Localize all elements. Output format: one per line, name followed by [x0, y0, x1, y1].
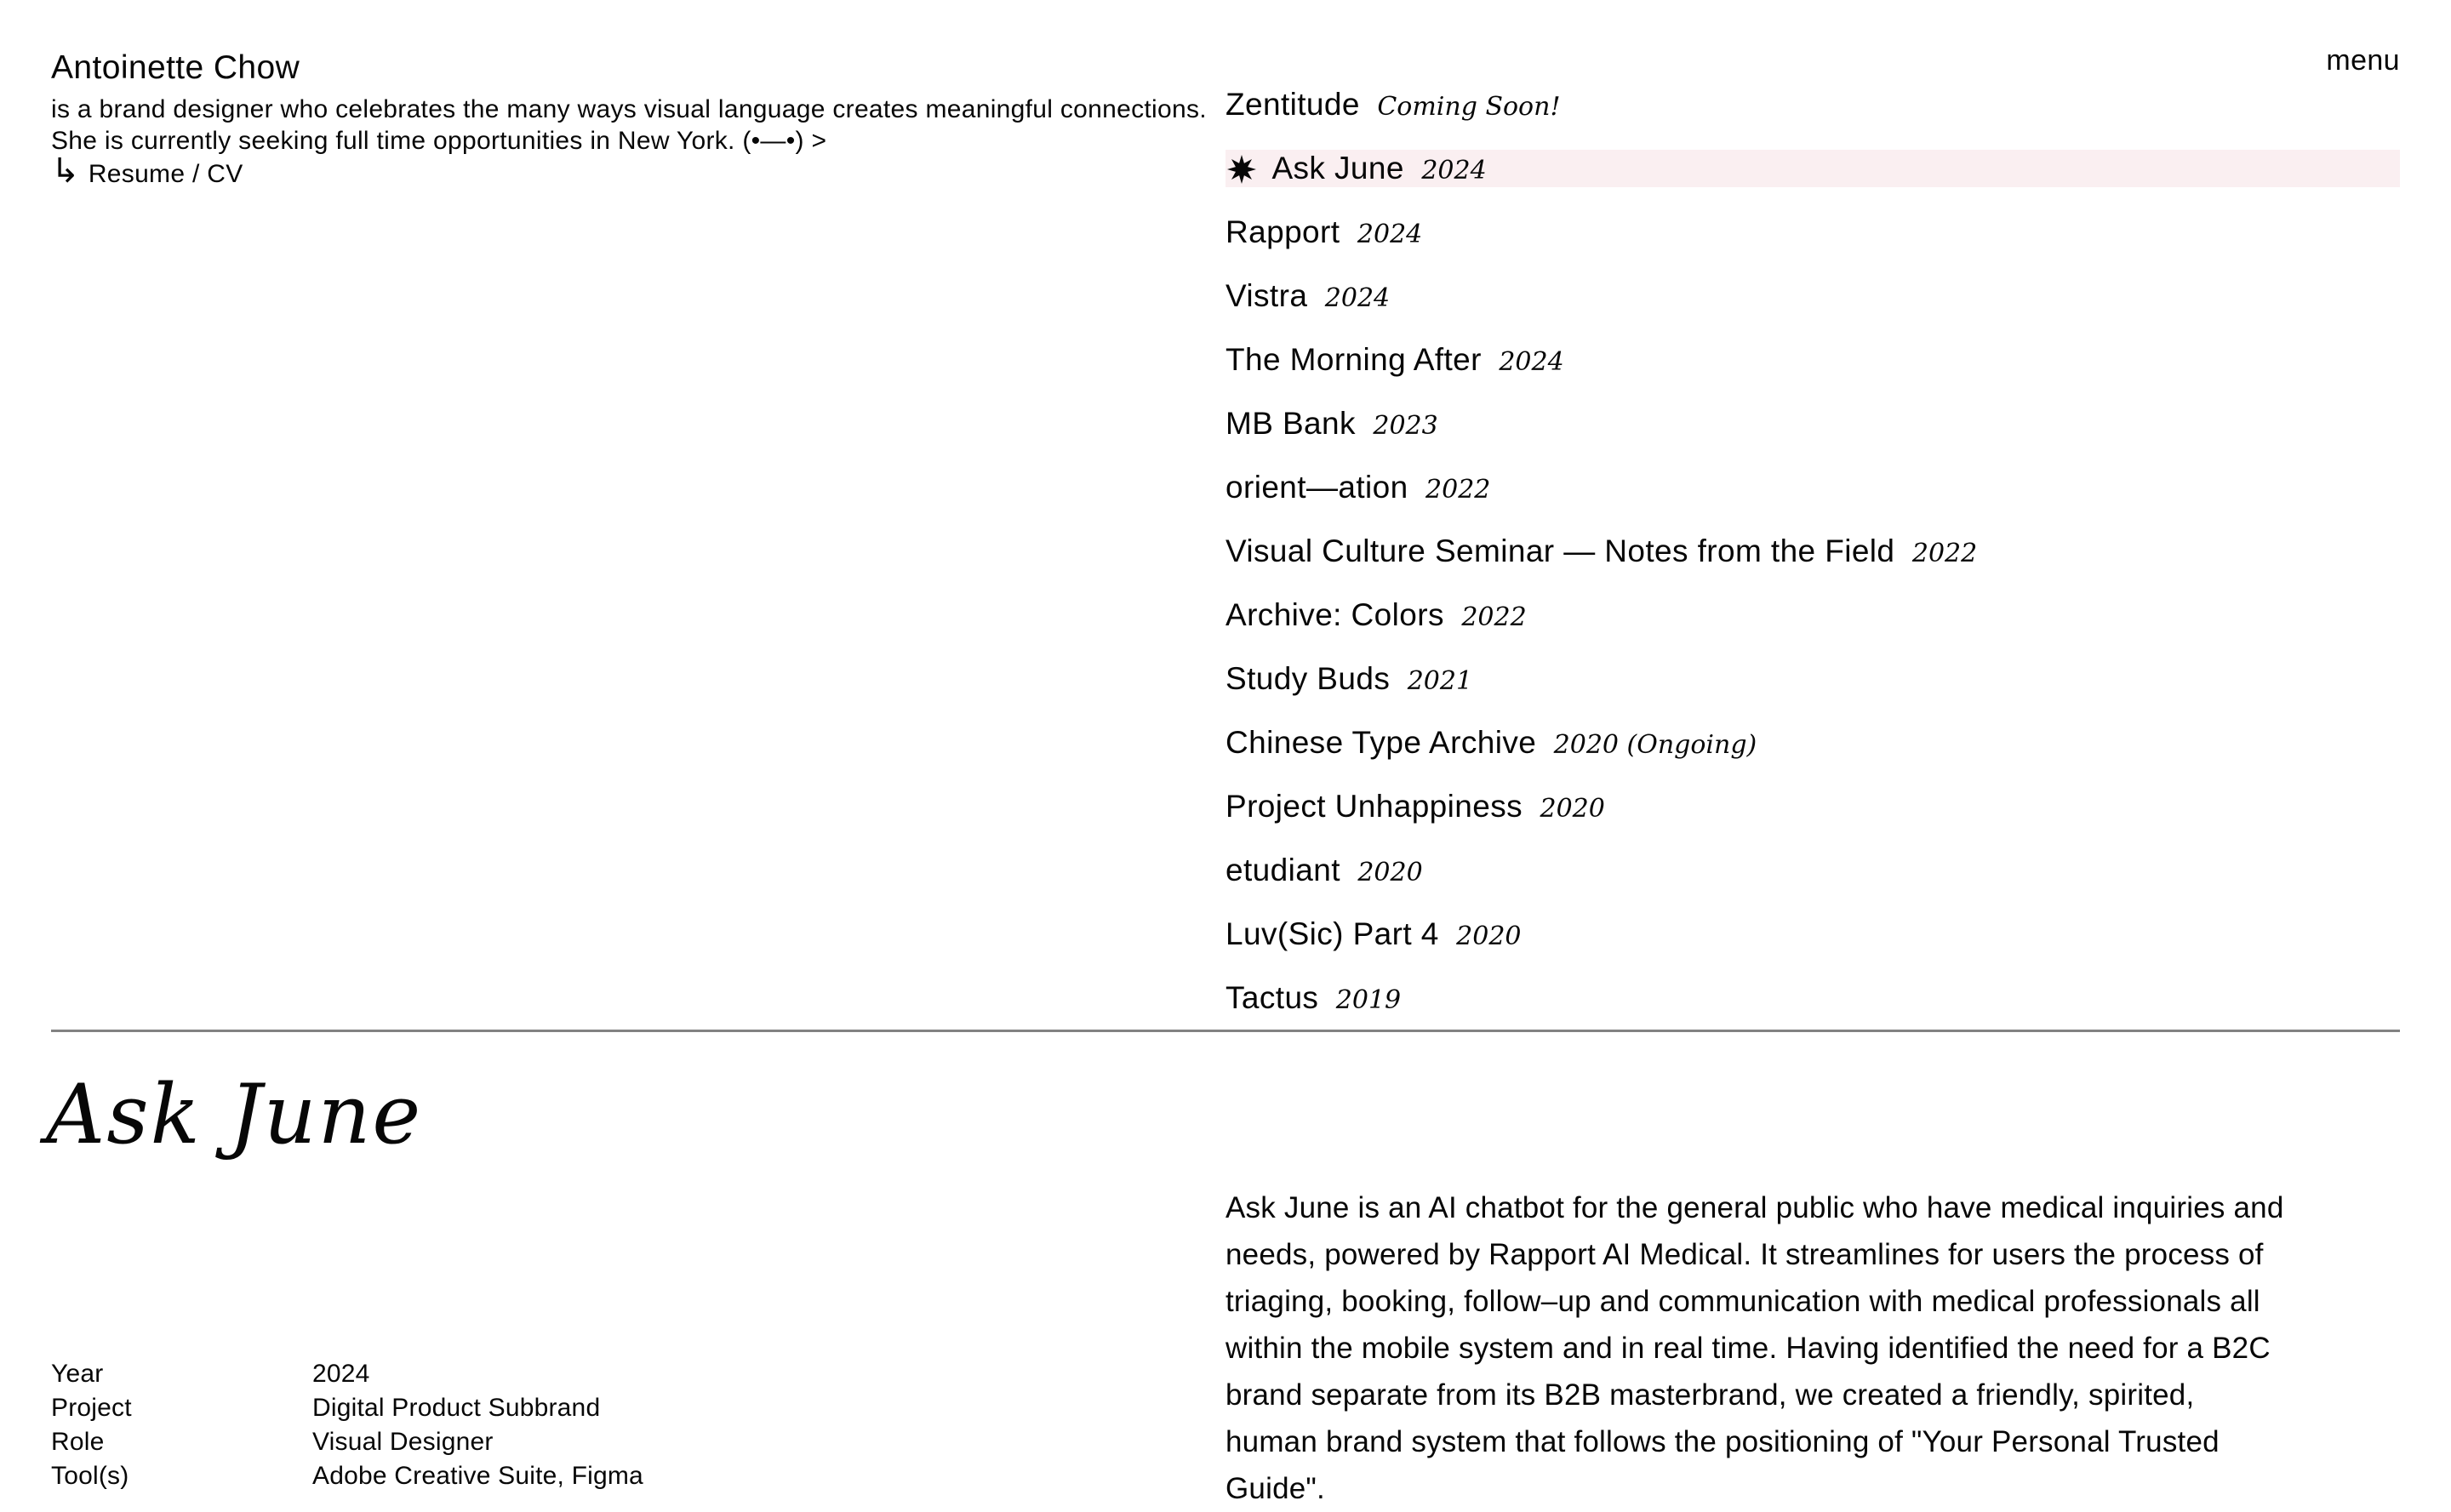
project-name: Rapport [1226, 214, 1340, 249]
down-right-arrow-icon: ↳ [51, 151, 80, 191]
description-line: Guide". [1226, 1472, 1325, 1505]
project-row[interactable] [1226, 660, 2400, 698]
meta-value: Digital Product Subbrand [312, 1394, 601, 1422]
project-year: 2022 [1425, 475, 1491, 505]
bio-tagline [51, 94, 1207, 157]
project-year: 2020 [1357, 858, 1423, 887]
project-year: 2020 (Ongoing) [1553, 730, 1757, 760]
project-name: orient—ation [1226, 470, 1408, 505]
resume-cv-link[interactable] [51, 151, 243, 191]
project-name: Archive: Colors [1226, 597, 1444, 632]
project-year: 2024 [1324, 283, 1391, 313]
project-year: 2019 [1335, 985, 1402, 1015]
project-meta-table [51, 1357, 643, 1493]
project-row[interactable] [1226, 341, 2400, 379]
project-name: The Morning After [1226, 342, 1482, 377]
meta-row [51, 1459, 643, 1493]
project-row[interactable] [1226, 724, 2400, 762]
project-year: 2024 [1357, 220, 1423, 249]
project-year: Coming Soon! [1377, 92, 1561, 122]
project-row[interactable] [1226, 852, 2400, 889]
project-name: Zentitude [1226, 87, 1360, 122]
project-name: Tactus [1226, 980, 1319, 1015]
menu-button[interactable]: menu [2326, 44, 2400, 77]
project-row[interactable] [1226, 214, 2400, 251]
project-name: etudiant [1226, 853, 1340, 887]
project-row[interactable] [1226, 596, 2400, 634]
eight-point-star-icon [1227, 155, 1256, 194]
section-divider [51, 1030, 2400, 1032]
project-name: Project Unhappiness [1226, 789, 1523, 824]
bio-tagline-line: She is currently seeking full time opportunities in New York. (•—•) > [51, 127, 827, 155]
bio-tagline-line: is a brand designer who celebrates the many ways visual language creates meaningful connections. [51, 95, 1207, 123]
project-row[interactable] [1226, 533, 2400, 570]
project-year: 2020 [1456, 921, 1522, 951]
meta-row [51, 1425, 643, 1459]
meta-label: Project [51, 1394, 132, 1422]
project-row[interactable] [1226, 405, 2400, 442]
project-name: MB Bank [1226, 406, 1356, 441]
project-name: Luv(Sic) Part 4 [1226, 916, 1439, 951]
project-row[interactable] [1226, 979, 2400, 1017]
project-list [1226, 86, 2400, 1043]
project-description [1226, 1184, 2407, 1512]
meta-label: Tool(s) [51, 1462, 129, 1490]
project-name: Chinese Type Archive [1226, 725, 1537, 760]
meta-row [51, 1357, 643, 1391]
description-line: triaging, booking, follow–up and communication with medical professionals all [1226, 1285, 2260, 1318]
project-row[interactable] [1226, 916, 2400, 953]
project-year: 2021 [1407, 666, 1473, 696]
meta-row [51, 1391, 643, 1425]
project-name: Visual Culture Seminar — Notes from the Field [1226, 533, 1895, 568]
page-title: Ask June [46, 1067, 423, 1162]
project-name: Vistra [1226, 278, 1308, 313]
meta-label: Role [51, 1428, 105, 1456]
description-line: within the mobile system and in real time. Having identified the need for a B2C [1226, 1332, 2271, 1365]
project-row[interactable] [1226, 277, 2400, 315]
project-row[interactable] [1226, 469, 2400, 506]
site-owner-name[interactable]: Antoinette Chow [51, 49, 300, 86]
resume-cv-label: Resume / CV [88, 160, 243, 188]
project-year: 2020 [1540, 794, 1605, 824]
description-line: brand separate from its B2B masterbrand, we created a friendly, spirited, [1226, 1378, 2195, 1412]
description-line: Ask June is an AI chatbot for the general public who have medical inquiries and [1226, 1191, 2284, 1224]
project-year: 2024 [1421, 156, 1487, 185]
description-line: human brand system that follows the positioning of "Your Personal Trusted [1226, 1425, 2220, 1458]
project-year: 2024 [1499, 347, 1564, 377]
project-row[interactable] [1226, 150, 2400, 187]
meta-value: Visual Designer [312, 1428, 494, 1456]
project-year: 2023 [1373, 411, 1438, 441]
project-year: 2022 [1461, 602, 1527, 632]
description-line: needs, powered by Rapport AI Medical. It streamlines for users the process of [1226, 1238, 2264, 1271]
project-row[interactable] [1226, 788, 2400, 825]
meta-value: Adobe Creative Suite, Figma [312, 1462, 643, 1490]
project-year: 2022 [1911, 539, 1978, 568]
meta-value: 2024 [312, 1360, 370, 1388]
project-name: Study Buds [1226, 661, 1391, 696]
meta-label: Year [51, 1360, 104, 1388]
project-row[interactable] [1226, 86, 2400, 123]
project-name: Ask June [1271, 151, 1404, 185]
